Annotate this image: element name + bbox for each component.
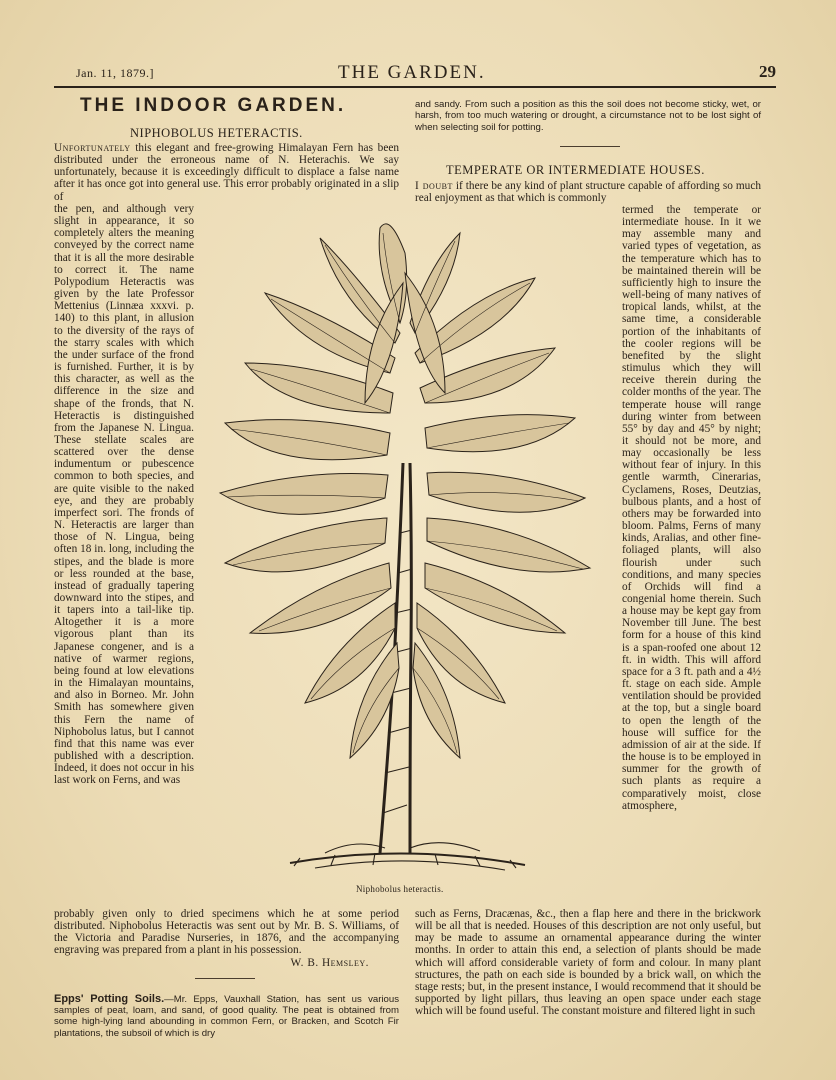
- article1-narrow-column: [54, 203, 194, 909]
- article1-narrow-text: the pen, and although very slight in appearance, it so completely alters the meaning conveyed by the correct name that it is all the more desirable to correct it. The name Polypodium Heteractis was given by the late Professor Mettenius (Linnæa xxxvi. p. 140) to this plant, in allusion to the diversity of the rays of the starry scales with which the under surface of the frond is furnished. Further, it is by this character, as well as the difference in the size and shape of the fronds, that N. Heteractis is distinguished from the Japanese N. Lingua. These stellate scales are scattered over the dense indumentum or pubescence common to both species, and are quite visible to the naked eye, and they are probably imperfect sori. The fronds of N. Heteractis are larger than those of N. Lingua, being often 18 in. long, including the stipes, and the blade is more or less rounded at the base, instead of gradually tapering downward into the stipes, and it tapers into a tail-like tip. Altogether it is a more vigorous plant than its Japanese congener, and is a native of warmer regions, being found at low elevations in the Himalayan mountains, and also in Borneo. Mr. John Smith has somewhere given this Fern the name of Niphobolus latus, but I cannot find that this name was ever published with a description. Indeed, it does not occur in his last work on Ferns, and was: [54, 203, 194, 787]
- publication-title: THE GARDEN.: [338, 62, 486, 83]
- article1-intro: [54, 142, 399, 203]
- note-text: —Mr. Epps, Vauxhall Station, has sent us various samples of peat, loam, and sand, of good quality. The peat is obtained from some high-lying land abounding in common Fern, or Bracken, and Scotch Fir plantations, the subsoil of which is dry: [54, 994, 399, 1039]
- right-column-continuation: [415, 99, 761, 133]
- article2-narrow-text: termed the temperate or intermediate house. In it we may assemble many and varied types of vegetation, as the temperature which has to be maintained therein will be sufficiently high to insure the well-being of many natives of tropical lands, whilst, at the same time, a considerable portion of the inhabitants of the cooler regions will be benefited by the slight stimulus which they will receive therein during the colder months of the year. The temperate house will range during winter from between 55° by day and 45° by night; it should not be more, and may occasionally be less without fear of injury. In this gentle warmth, Cinerarias, Cyclamens, Roses, Deutzias, bulbous plants, and a host of others may be forwarded into bloom. Palms, Ferns of many kinds, Aralias, and other fine-foliaged plants, will also flourish under such conditions, and many species of Orchids will find a congenial home therein. Such a house may be kept gay from November till June. The best form for a house of this kind is a span-roofed one about 12 ft. in width. This will afford space for a 3 ft. path and a 4½ ft. stage on each side. Ample ventilation should be provided at the top, but a single board to open the length of the house will suffice for the admission of air at the side. If the house is to be employed in summer for the growth of such plants as require a comparatively moist, close atmosphere,: [622, 204, 761, 812]
- divider-rule-right: [560, 146, 620, 147]
- header-rule: [54, 86, 776, 88]
- article-title-niphobolus: NIPHOBOLUS HETERACTIS.: [130, 126, 303, 140]
- article2-narrow-column: [622, 204, 761, 910]
- article-title-temperate-houses: TEMPERATE OR INTERMEDIATE HOUSES.: [446, 163, 705, 177]
- issue-date: Jan. 11, 1879.]: [76, 66, 155, 80]
- section-heading: THE INDOOR GARDEN.: [80, 95, 347, 116]
- page-number: 29: [759, 62, 776, 81]
- epps-potting-soils-note: [54, 994, 399, 1039]
- article1-intro-text: this elegant and free-growing Himalayan Fern has been distributed under the erroneous name of N. Heterachis. We say unfortunately, because it is exceedingly difficult to displace a false name after it has once got into general use. This error probably originated in a slip of: [54, 142, 399, 203]
- note-lead: Epps' Potting Soils.: [54, 993, 165, 1005]
- lead-word-2: I doubt: [415, 180, 453, 192]
- article1-signature-line: [54, 957, 399, 969]
- fern-plant-engraving-icon: [205, 213, 610, 881]
- article2-intro-text: if there be any kind of plant structure capable of affording so much real enjoyment as that which is commonly: [415, 180, 761, 205]
- author-signature: W. B. Hemsley.: [290, 957, 369, 969]
- article1-conclusion: [54, 908, 399, 957]
- article2-intro: [415, 180, 761, 204]
- continuation-text: and sandy. From such a position as this the soil does not become sticky, wet, or harsh, from too much watering or drought, a circumstance not to be lost sight of when selecting soil for potting.: [415, 99, 761, 133]
- article2-conclusion: [415, 908, 761, 1048]
- running-header: [76, 62, 776, 84]
- divider-rule: [195, 978, 255, 979]
- article1-conclusion-text: probably given only to dried specimens which he at some period distributed. Niphobolus Heteractis was sent out by Mr. B. S. Williams, of the Victoria and Paradise Nurseries, in 1876, and the accompanying engraving was prepared from a plant in his possession.: [54, 908, 399, 957]
- illustration-caption: Niphobolus heteractis.: [356, 884, 444, 894]
- lead-word: Unfortunately: [54, 142, 131, 154]
- article2-conclusion-text: such as Ferns, Dracænas, &c., then a flap here and there in the brickwork will be all that is needed. Houses of this description are not only useful, but may be made to assume an ornamental appearance during the winter months. In order to attain this end, a selection of plants should be made which will afford considerable variety of form and colour. In many plant structures, the path on each side is bounded by a brick wall, on which the stage rests; but, in the present instance, I would recommend that it should be supported by light pillars, thus leaving an open space under each stage which will be found useful. The constant moisture and filtered light in such: [415, 908, 761, 1018]
